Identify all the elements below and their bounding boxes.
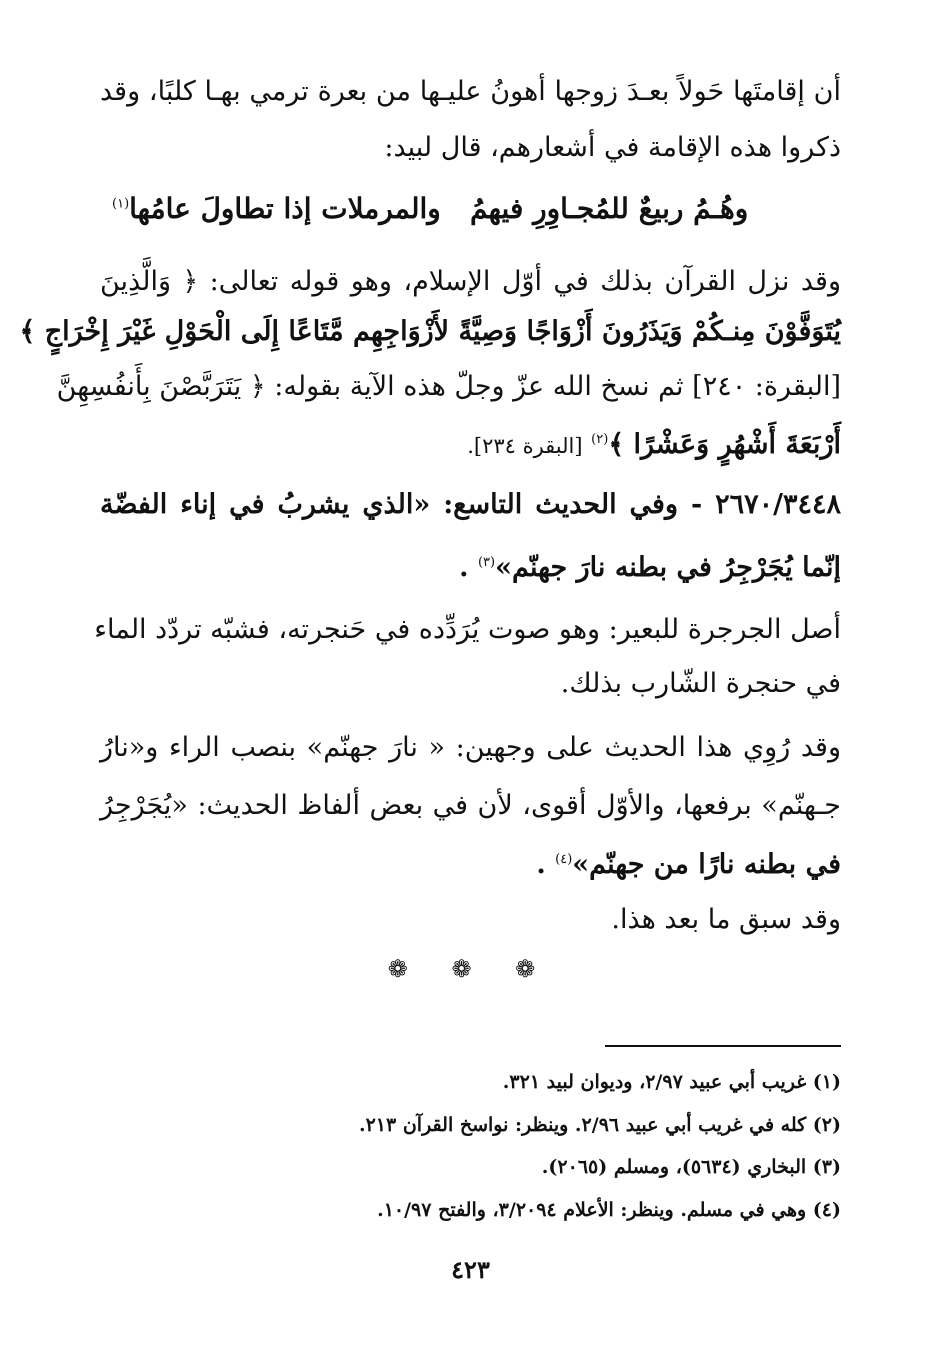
footnote: (٣) البخاري (٥٦٣٤)، ومسلم (٢٠٦٥). (541, 1156, 841, 1178)
footnote: (٢) كله في غريب أبي عبيد ٢/٩٦. وينظر: نواسخ القرآن ٢١٣. (358, 1114, 841, 1136)
footnote: (١) غريب أبي عبيد ٢/٩٧، وديوان لبيد ٣٢١. (502, 1071, 841, 1093)
footnote: (٤) وهي في مسلم. وينظر: الأعلام ٣/٢٠٩٤، والفتح ١٠/٩٧. (377, 1199, 841, 1221)
hadith-text: إنّما يُجَرْجِرُ في بطنه نارَ جهنّم» (495, 552, 841, 583)
poem-verse-first-hemistich: وهُـمُ ربيعٌ للمُجـاوِرِ فيهمُ (470, 192, 749, 225)
footnote-divider (605, 1045, 841, 1047)
verse-text: والمرملات إذا تطاولَ عامُها (129, 192, 441, 225)
text-line (100, 840, 841, 885)
quran-verse-end: أَرْبَعَةَ أَشْهُرٍ وَعَشْرًا ﴾ (608, 429, 841, 460)
footnote-ref: (١) (112, 196, 130, 212)
quran-verse-line: يُتَوَفَّوْنَ مِنـكُمْ وَيَذَرُونَ أَزْوَاجًا وَصِيَّةً لأَزْوَاجِهِم مَّتَاعًا إِلَى الْحَوْلِ غَيْرَ إِخْرَاجٍ ﴾ (19, 316, 841, 347)
hadith-heading-line: ٢٦٧٠/٣٤٤٨ - وفي الحديث التاسع: «الذي يشربُ في إناء الفضّة (100, 489, 841, 520)
section-separator-ornament: ❁ ❁ ❁ (387, 955, 554, 983)
quran-citation: [البقرة ٢٣٤]. (467, 434, 583, 458)
text-line: وقد سبق ما بعد هذا. (611, 904, 841, 935)
hadith-heading-line (100, 543, 841, 588)
text-line: ذكروا هذه الإقامة في أشعارهم، قال لبيد: (384, 132, 841, 163)
footnote-ref: (٢) (591, 432, 609, 447)
period: . (459, 552, 469, 583)
poem-verse-second-hemistich (112, 192, 441, 225)
text-line (100, 420, 841, 466)
text-line: في حنجرة الشّارب بذلك. (560, 668, 841, 699)
text-line: جـهنّم» برفعها، والأوّل أقوى، لأن في بعض ألفاظ الحديث: «يُجَرْجِرُ (100, 790, 841, 821)
text-line: أصل الجرجرة للبعير: وهو صوت يُرَدِّده في حَنجرته، فشبّه تردّد الماء (94, 614, 841, 645)
hadith-text: في بطنه نارًا من جهنّم» (572, 849, 841, 880)
text-line: وقد نزل القرآن بذلك في أوّل الإسلام، وهو قوله تعالى: ﴿ وَالَّذِينَ (100, 266, 841, 297)
footnote-ref: (٣) (477, 555, 496, 570)
period: . (536, 849, 546, 880)
footnote-ref: (٤) (555, 852, 573, 867)
text-line: [البقرة: ٢٤٠] ثم نسخ الله عزّ وجلّ هذه الآية بقوله: ﴿ يَتَرَبَّصْنَ بِأَنفُسِهِنَّ (56, 371, 841, 402)
text-line: وقد رُوِي هذا الحديث على وجهين: « نارَ جهنّم» بنصب الراء و«نارُ (100, 732, 841, 763)
text-line: أن إقامتَها حَولاً بعـدَ زوجها أهونُ عليـها من بعرة ترمي بهـا كلبًا، وقد (100, 76, 841, 107)
page-number: ٤٢٣ (451, 1255, 490, 1284)
